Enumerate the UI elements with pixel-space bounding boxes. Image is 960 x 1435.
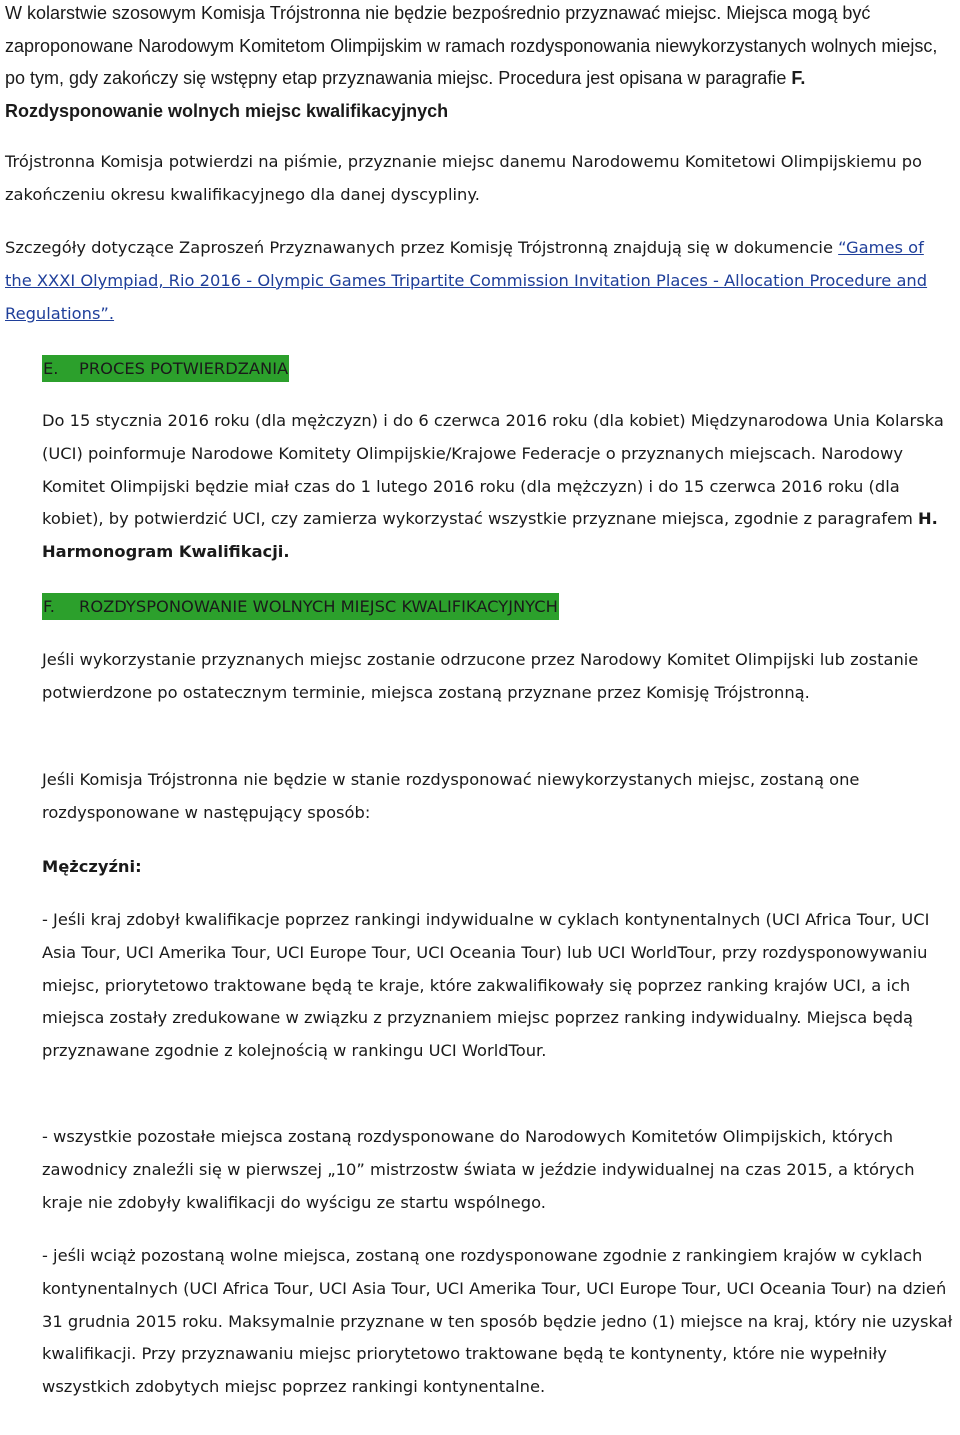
regulations-document-link[interactable]: “Games of the XXXI Olympiad, Rio 2016 - Olympic Games Tripartite Commission Invitation Places - Allocation Procedure and Regulations”. xyxy=(5,238,928,323)
section-e-body xyxy=(42,405,954,569)
details-paragraph xyxy=(5,232,950,330)
allocation-bullet-3: - jeśli wciąż pozostaną wolne miejsca, zostaną one rozdysponowane zgodnie z rankingiem krajów w cyklach kontynentalnych (UCI Africa Tour, UCI Asia Tour, UCI Amerika Tour, UCI Europe Tour, UCI Oceania Tour) na dzień 31 grudnia 2015 roku. Maksymalnie przyznane w ten sposób będzie jedno (1) miejsce na kraj, który nie uzyskał kwalifikacji. Przy przyznawaniu miejsc priorytetowo traktowane będą te kontynenty, które nie wypełniły wszystkich zdobytych miejsc poprzez rankingi kontynentalne. xyxy=(42,1246,953,1397)
allocation-bullet-1: - Jeśli kraj zdobył kwalifikacje poprzez rankingi indywidualne w cyklach kontynentalnych (UCI Africa Tour, UCI Asia Tour, UCI Amerika Tour, UCI Europe Tour, UCI Oceania Tour) lub UCI WorldTour, przy rozdysponowywaniu miejsc, priorytetowo traktowane będą te kraje, które zakwalifikowały się poprzez ranking krajów UCI, a ich miejsca zostały zredukowane w związku z przyznaniem miejsc poprzez ranking indywidualny. Miejsca będą przyznawane zgodnie z kolejnością w rankingu UCI WorldTour. xyxy=(42,910,930,1061)
confirmation-paragraph: Trójstronna Komisja potwierdzi na piśmie, przyznanie miejsc danemu Narodowemu Komitetowi Olimpijskiemu po zakończeniu okresu kwalifikacyjnego dla danej dyscypliny. xyxy=(5,152,923,204)
intro-section-reference: F. Rozdysponowanie wolnych miejsc kwalifikacyjnych xyxy=(5,68,806,121)
section-f-title: ROZDYSPONOWANIE WOLNYCH MIEJSC KWALIFIKACYJNYCH xyxy=(79,597,558,616)
section-e-heading xyxy=(42,355,289,382)
section-e-body-text: Do 15 stycznia 2016 roku (dla mężczyzn) i do 6 czerwca 2016 roku (dla kobiet) Międzynarodowa Unia Kolarska (UCI) poinformuje Narodowe Komitety Olimpijskie/Krajowe Federacje o przyznanych miejscach. Narodowy Komitet Olimpijski będzie miał czas do 1 lutego 2016 roku (dla mężczyzn) i do 15 czerwca 2016 roku (dla kobiet), by potwierdzić UCI, czy zamierza wykorzystać wszystkie przyznane miejsca, zgodnie z paragrafem xyxy=(42,411,944,529)
details-text: Szczegóły dotyczące Zaproszeń Przyznawanych przez Komisję Trójstronną znajdują się w dokumencie xyxy=(5,238,839,257)
section-f-heading xyxy=(42,593,559,620)
section-f-paragraph-2: Jeśli Komisja Trójstronna nie będzie w stanie rozdysponować niewykorzystanych miejsc, zostaną one rozdysponowane w następujący sposób: xyxy=(42,770,860,822)
allocation-bullet-2: - wszystkie pozostałe miejsca zostaną rozdysponowane do Narodowych Komitetów Olimpijskich, których zawodnicy znaleźli się w pierwszej „10” mistrzostw świata w jeździe indywidualnej na czas 2015, a których kraje nie zdobyły kwalifikacji do wyścigu ze startu wspólnego. xyxy=(42,1127,915,1212)
intro-paragraph xyxy=(5,0,950,127)
section-e-title: PROCES POTWIERDZANIA xyxy=(79,359,289,378)
schedule-reference: H. Harmonogram Kwalifikacji. xyxy=(42,509,938,562)
intro-text: W kolarstwie szosowym Komisja Trójstronna nie będzie bezpośrednio przyznawać miejsc. Miejsca mogą być zaproponowane Narodowym Komitetom Olimpijskim w ramach rozdysponowania niewykorzystanych wolnych miejsc, po tym, gdy zakończy się wstępny etap przyznawania miejsc. Procedura jest opisana w paragrafie xyxy=(5,3,938,88)
section-e-letter: E. xyxy=(43,359,59,378)
section-f-letter: F. xyxy=(43,597,55,616)
men-label: Mężczyźni: xyxy=(42,857,142,876)
section-f-paragraph-1: Jeśli wykorzystanie przyznanych miejsc zostanie odrzucone przez Narodowy Komitet Olimpijski lub zostanie potwierdzone po ostatecznym terminie, miejsca zostaną przyznane przez Komisję Trójstronną. xyxy=(42,650,919,702)
